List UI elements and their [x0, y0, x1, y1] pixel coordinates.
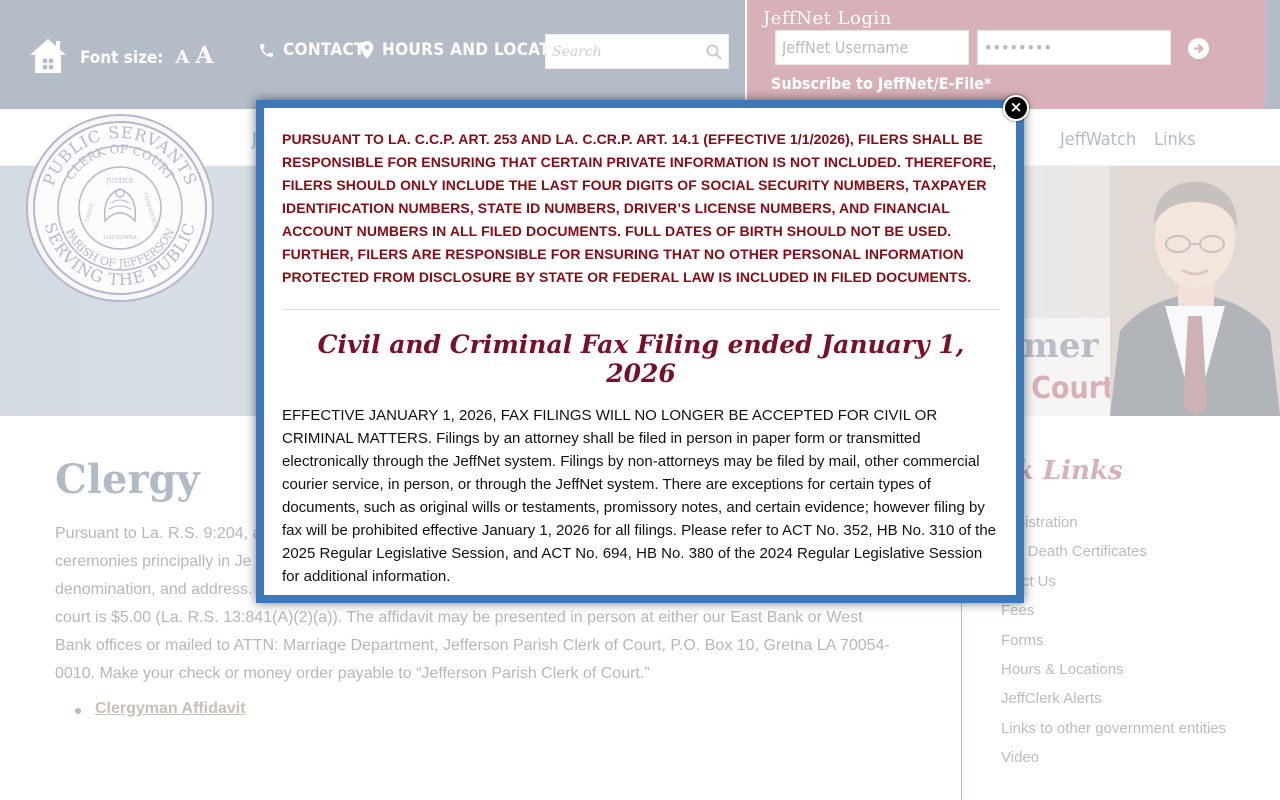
close-icon[interactable]: ×	[1003, 95, 1029, 121]
privacy-notice-text: PURSUANT TO LA. C.C.P. ART. 253 AND LA. C.CR.P. ART. 14.1 (EFFECTIVE 1/1/2026), FILERS SHALL BE RESPONSIBLE FOR ENSURING THAT CERTAIN PRIVATE INFORMATION IS NOT INCLUDED. THEREFORE, FILERS SHOULD ONLY INCLUDE THE LAST FOUR DIGITS OF SOCIAL SECURITY NUMBERS, TAXPAYER IDENTIFICATION NUMBERS, STATE ID NUMBERS, DRIVER’S LICENSE NUMBERS, AND FINANCIAL ACCOUNT NUMBERS IN ALL FILED DOCUMENTS. FULL DATES OF BIRTH SHOULD NOT BE USED. FURTHER, FILERS ARE RESPONSIBLE FOR ENSURING THAT NO OTHER PERSONAL INFORMATION PROTECTED FROM DISCLOSURE BY STATE OR FEDERAL LAW IS INCLUDED IN FILED DOCUMENTS.	[282, 131, 997, 285]
notice-modal	[256, 100, 1024, 603]
modal-heading: Civil and Criminal Fax Filing ended January 1, 2026	[317, 330, 965, 388]
modal-content	[282, 128, 1000, 588]
modal-body-text: EFFECTIVE JANUARY 1, 2026, FAX FILINGS WILL NO LONGER BE ACCEPTED FOR CIVIL OR CRIMINAL MATTERS. Filings by an attorney shall be filed in person in paper form or transmitted electronically through the JeffNet system. Filings by non-attorneys may be filed by mail, other commercial courier service, in person, or through the JeffNet system. There are exceptions for certain types of documents, such as original wills or testaments, promissory notes, and certain evidence; however filing by fax will be prohibited effective January 1, 2026 for all filings. Please refer to ACT No. 352, HB No. 310 of the 2025 Regular Legislative Session, and ACT No. 694, HB No. 380 of the 2024 Regular Legislative Session for additional information.	[282, 407, 997, 585]
modal-divider	[282, 309, 1000, 310]
